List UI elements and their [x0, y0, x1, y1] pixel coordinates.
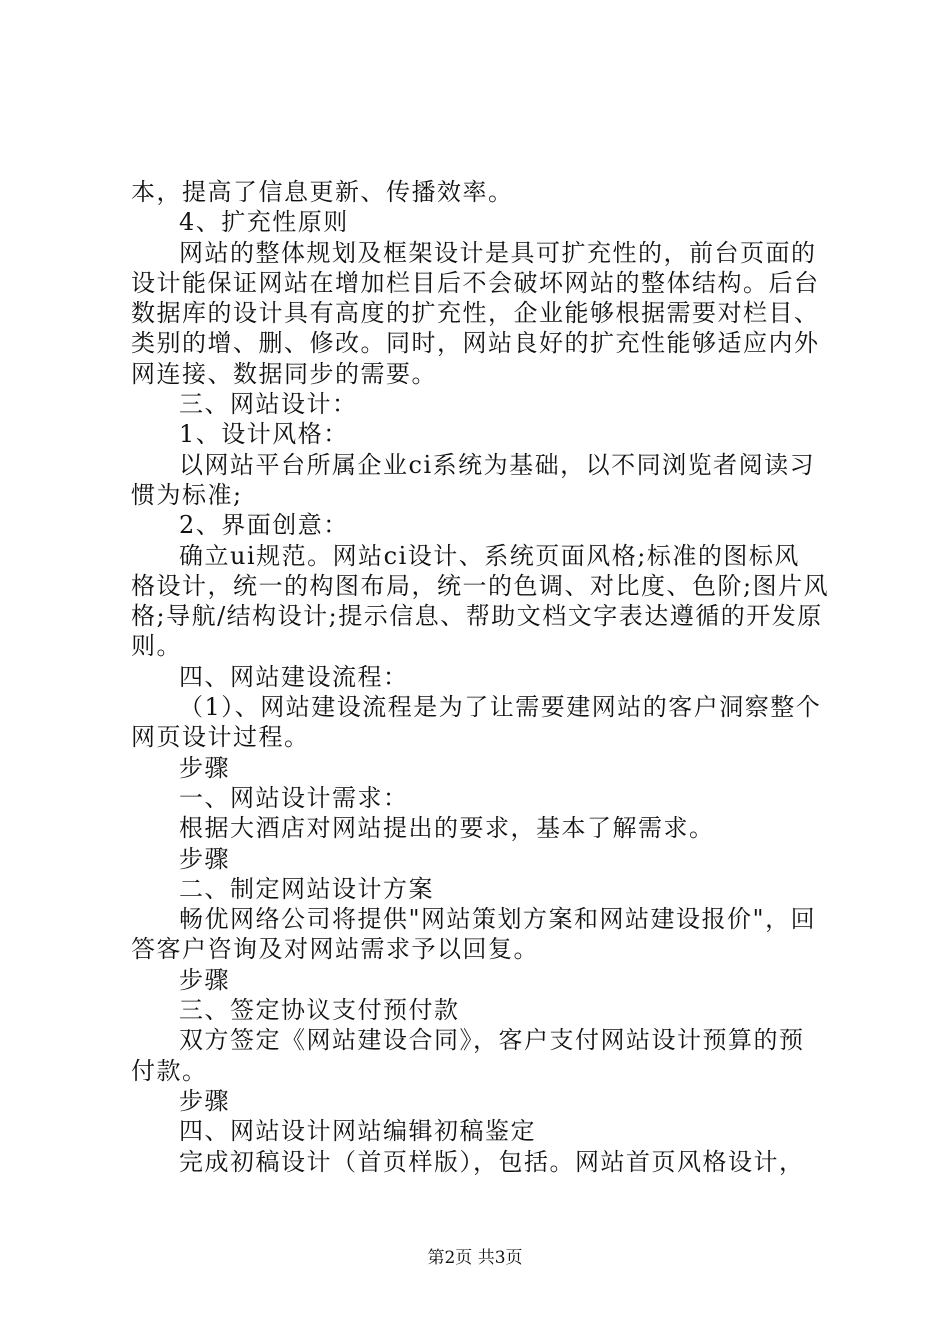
- text-line: 步骤: [179, 1086, 230, 1115]
- text-line: 网页设计过程。: [131, 723, 310, 752]
- text-line: 网连接、数据同步的需要。: [131, 359, 437, 388]
- text-line: 数据库的设计具有高度的扩充性，企业能够根据需要对栏目、: [131, 299, 820, 328]
- text-line: 惯为标准;: [131, 480, 243, 509]
- text-line: 设计能保证网站在增加栏目后不会破坏网站的整体结构。后台: [131, 268, 820, 297]
- text-line: 确立ui规范。网站ci设计、系统页面风格;标准的图标风: [179, 541, 800, 570]
- text-line: 步骤: [179, 965, 230, 994]
- body-text: [131, 177, 831, 1177]
- text-line: 一、网站设计需求：: [179, 783, 409, 812]
- text-line: 双方签定《网站建设合同》，客户支付网站设计预算的预: [179, 1026, 805, 1055]
- text-line: 付款。: [131, 1056, 208, 1085]
- text-line: 格设计，统一的构图布局，统一的色调、对比度、色阶;图片风: [131, 571, 830, 600]
- text-line: 四、网站设计网站编辑初稿鉴定: [179, 1117, 536, 1146]
- text-line: 步骤: [179, 844, 230, 873]
- text-line: 4、扩充性原则: [179, 208, 349, 237]
- text-line: 三、签定协议支付预付款: [179, 996, 460, 1025]
- text-line: 三、网站设计：: [179, 390, 358, 419]
- text-line: 步骤: [179, 753, 230, 782]
- text-line: 完成初稿设计（首页样版），包括。网站首页风格设计，: [179, 1147, 805, 1176]
- text-line: 畅优网络公司将提供"网站策划方案和网站建设报价"，回: [179, 905, 817, 934]
- text-line: 本，提高了信息更新、传播效率。: [131, 178, 514, 206]
- text-line: 以网站平台所属企业ci系统为基础，以不同浏览者阅读习: [179, 450, 816, 479]
- text-line: 答客户咨询及对网站需求予以回复。: [131, 935, 539, 964]
- text-line: 格;导航/结构设计;提示信息、帮助文档文字表达遵循的开发原: [131, 602, 823, 631]
- text-line: 则。: [131, 632, 182, 661]
- text-line: 根据大酒店对网站提出的要求，基本了解需求。: [179, 814, 715, 843]
- text-line: 二、制定网站设计方案: [179, 874, 434, 903]
- page-footer: 第2页 共3页: [427, 1248, 523, 1268]
- text-line: 2、界面创意：: [179, 511, 349, 540]
- text-line: 1、设计风格：: [179, 420, 349, 449]
- text-line: 网站的整体规划及框架设计是具可扩充性的，前台页面的: [179, 238, 817, 267]
- text-line: 类别的增、删、修改。同时，网站良好的扩充性能够适应内外: [131, 329, 820, 358]
- text-line: （1）、网站建设流程是为了让需要建网站的客户洞察整个: [179, 693, 822, 722]
- text-line: 四、网站建设流程：: [179, 662, 409, 691]
